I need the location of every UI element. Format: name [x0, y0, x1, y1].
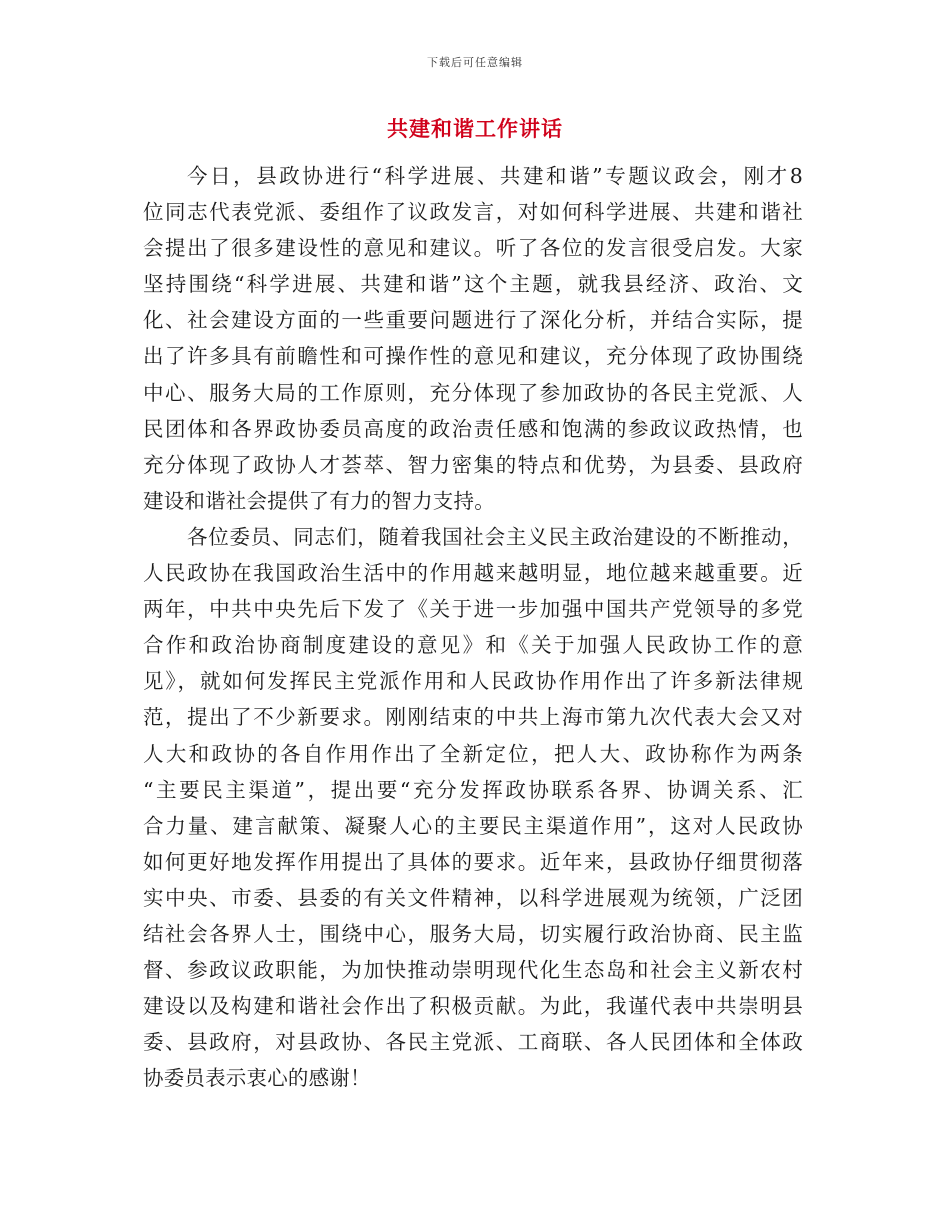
text-line: 位同志代表党派、委组作了议政发言，对如何科学进展、共建和谐社 — [143, 200, 803, 225]
document-title: 共建和谐工作讲话 — [387, 116, 563, 141]
paragraph-2 — [143, 519, 803, 1097]
text-line: 结社会各界人士，围绕中心，服务大局，切实履行政治协商、民主监 — [143, 921, 803, 946]
header-note: 下载后可任意编辑 — [427, 56, 523, 69]
text-line: 两年，中共中央先后下发了《关于进一步加强中国共产党领导的多党 — [143, 597, 803, 622]
text-line: 人大和政协的各自作用作出了全新定位，把人大、政协称作为两条 — [143, 741, 803, 766]
paragraph-1 — [143, 158, 803, 519]
text-line: 民团体和各界政协委员高度的政治责任感和饱满的参政议政热情，也 — [143, 416, 803, 441]
text-line: 各位委员、同志们，随着我国社会主义民主政治建设的不断推动， — [187, 524, 803, 549]
text-line: “主要民主渠道”，提出要“充分发挥政协联系各界、协调关系、汇 — [143, 777, 803, 802]
text-line: 合作和政治协商制度建设的意见》和《关于加强人民政协工作的意 — [143, 633, 803, 658]
text-line: 人民政协在我国政治生活中的作用越来越明显，地位越来越重要。近 — [143, 561, 803, 586]
text-line: 出了许多具有前瞻性和可操作性的意见和建议，充分体现了政协围绕 — [143, 344, 803, 369]
text-line: 充分体现了政协人才荟萃、智力密集的特点和优势，为县委、县政府 — [143, 452, 803, 477]
text-line: 实中央、市委、县委的有关文件精神，以科学进展观为统领，广泛团 — [143, 885, 803, 910]
text-line: 如何更好地发挥作用提出了具体的要求。近年来，县政协仔细贯彻落 — [143, 849, 803, 874]
text-line: 督、参政议政职能，为加快推动崇明现代化生态岛和社会主义新农村 — [143, 958, 803, 983]
text-line: 化、社会建设方面的一些重要问题进行了深化分析，并结合实际，提 — [143, 308, 803, 333]
text-line: 会提出了很多建设性的意见和建议。听了各位的发言很受启发。大家 — [143, 236, 803, 261]
text-line: 协委员表示衷心的感谢！ — [143, 1066, 371, 1091]
text-line: 范，提出了不少新要求。刚刚结束的中共上海市第九次代表大会又对 — [143, 705, 803, 730]
text-line: 合力量、建言献策、凝聚人心的主要民主渠道作用”，这对人民政协 — [143, 813, 803, 838]
text-line: 见》，就如何发挥民主党派作用和人民政协作用作出了许多新法律规 — [143, 669, 803, 694]
document-body — [143, 158, 803, 1096]
text-line: 建设以及构建和谐社会作出了积极贡献。为此，我谨代表中共崇明县 — [143, 994, 803, 1019]
text-line: 中心、服务大局的工作原则，充分体现了参加政协的各民主党派、人 — [143, 380, 803, 405]
text-line: 坚持围绕“科学进展、共建和谐”这个主题，就我县经济、政治、文 — [143, 272, 803, 297]
text-line: 委、县政府，对县政协、各民主党派、工商联、各人民团体和全体政 — [143, 1030, 803, 1055]
text-line: 今日，县政协进行“科学进展、共建和谐”专题议政会，刚才8 — [187, 164, 803, 188]
text-line: 建设和谐社会提供了有力的智力支持。 — [143, 488, 495, 513]
